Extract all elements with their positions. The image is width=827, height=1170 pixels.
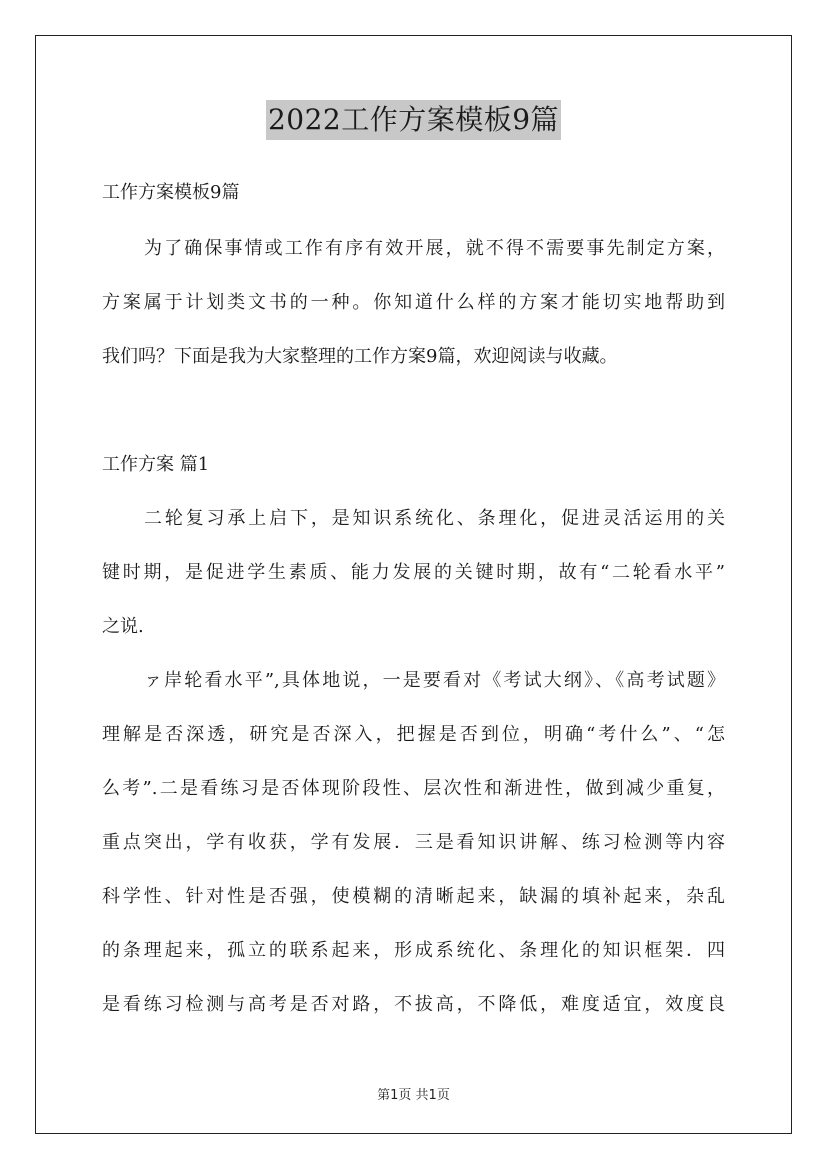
title-wrap [0,100,827,140]
para1-line-1: 二轮复习承上启下，是知识系统化、条理化，促进灵活运用的关 [144,508,725,529]
page-number-footer: 第1页 共1页 [377,1088,450,1103]
para2-line-2: 理解是否深透，研究是否深入，把握是否到位，明确“考什么”、“怎 [102,724,725,745]
document-title: 2022工作方案模板9篇 [266,100,561,140]
intro-line-3: 我们吗？下面是我为大家整理的工作方案9篇，欢迎阅读与收藏。 [102,346,618,367]
intro-line-2: 方案属于计划类文书的一种。你知道什么样的方案才能切实地帮助到 [102,292,725,313]
para2-line-7: 是看练习检测与高考是否对路，不拔高，不降低，难度适宜，效度良 [102,994,725,1015]
para2-line-5: 科学性、针对性是否强，使模糊的清晰起来，缺漏的填补起来，杂乱 [102,886,725,907]
para2-line-3: 么考”.二是看练习是否体现阶段性、层次性和渐进性，做到减少重复， [102,778,725,799]
para2-line-6: 的条理起来，孤立的联系起来，形成系统化、条理化的知识框架．四 [102,940,725,961]
para1-line-3: 之说. [102,616,144,637]
subtitle: 工作方案模板9篇 [102,182,240,203]
section-heading: 工作方案 篇1 [102,454,210,475]
para1-line-2: 键时期，是促进学生素质、能力发展的关键时期，故有“二轮看水平” [102,562,725,583]
para2-line-4: 重点突出，学有收获，学有发展．三是看知识讲解、练习检测等内容 [102,832,725,853]
para2-line-1: ァ岸轮看水平”,具体地说，一是要看对《考试大纲》、《高考试题》 [144,670,725,691]
intro-line-1: 为了确保事情或工作有序有效开展，就不得不需要事先制定方案， [144,238,725,259]
